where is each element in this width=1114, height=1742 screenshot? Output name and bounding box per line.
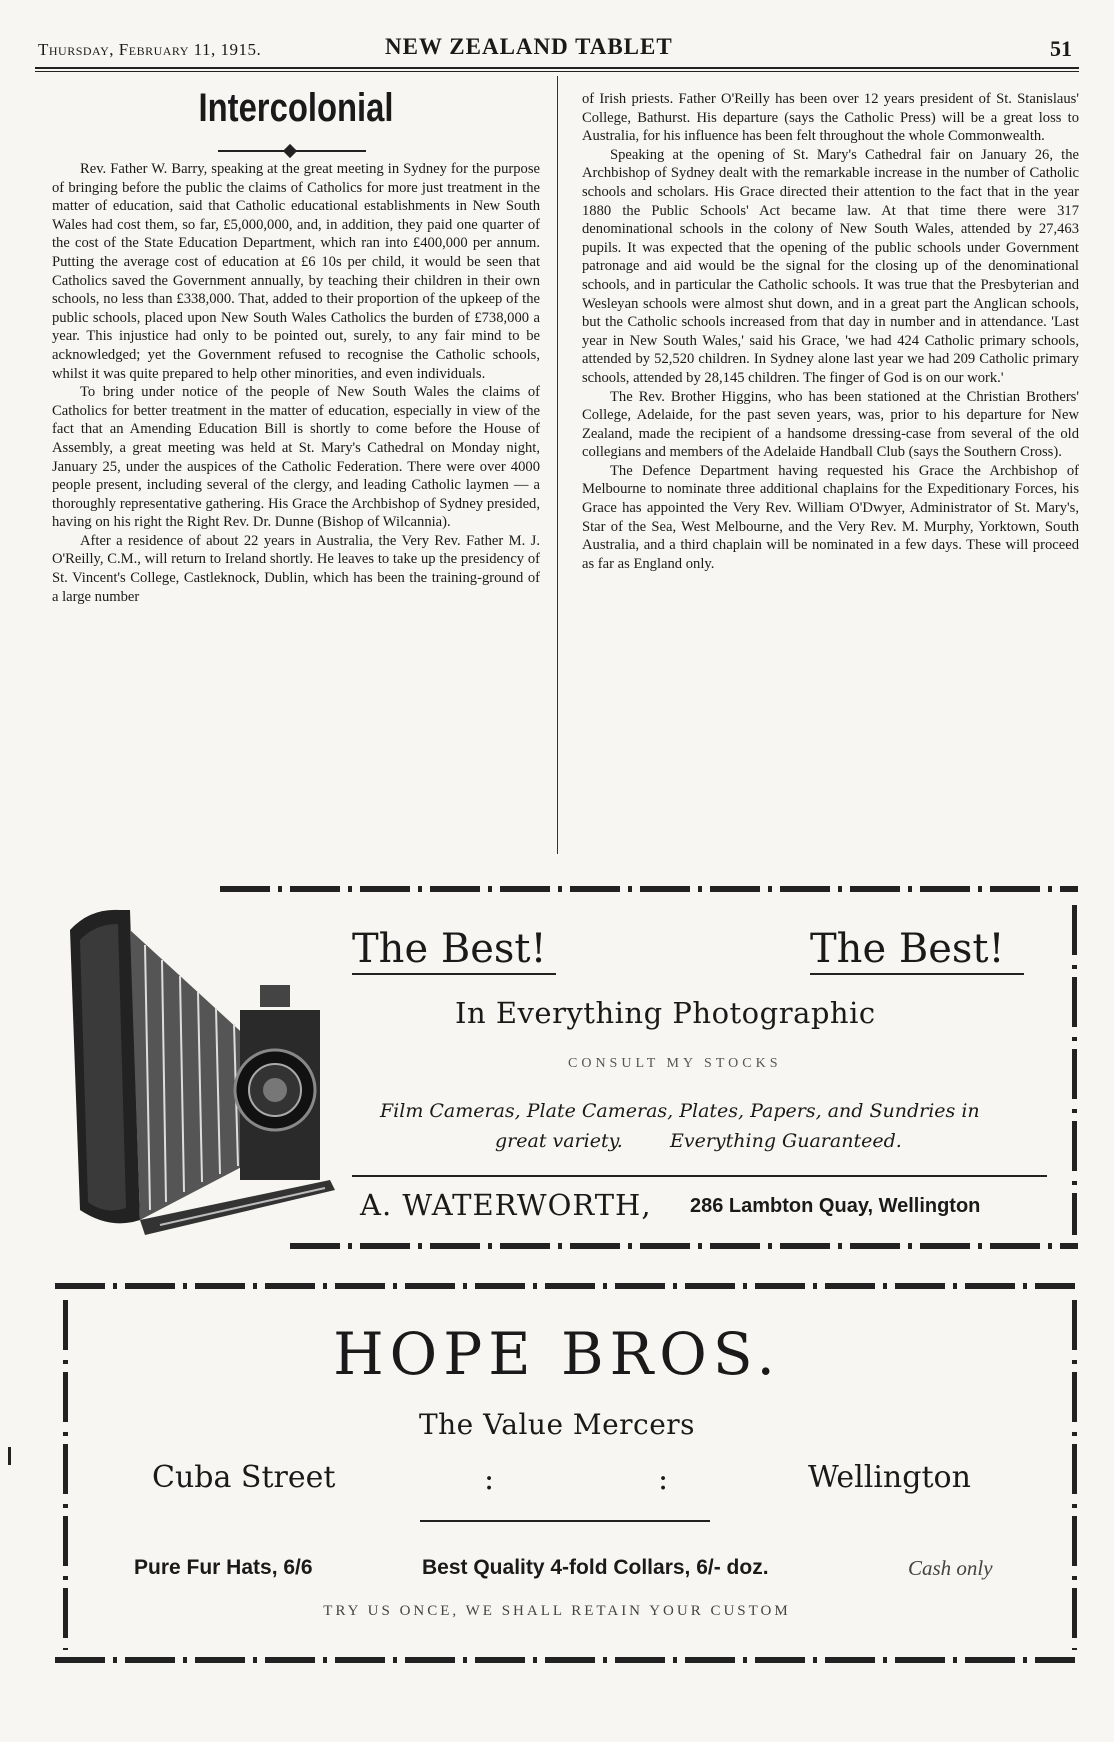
paragraph: Rev. Father W. Barry, speaking at the great meeting in Sydney for the purpose of bringing before the public the claims of Catholics for more just treatment in the matter of education, said that Catholic educational establishments in New South Wales had cost them, so far, £5,000,000, and, in addition, they paid one quarter of the cost of the State Education Department, which ran into £400,000 per annum. Putting the average cost of education at £6 10s per child, it would be seen that Catholics saved the Government annually, by teaching their children in their own schools, no less than £338,000. That, added to their proportion of the upkeep of the public schools, placed upon New South Wales Catholics the burden of £738,000 a year. This injustice had only to be pointed out, surely, to any fair mind to be acknowledged; yet the Government refused to recognise the Catholic schools, whilst it was quite prepared to help other minorities, and even individuals.: [52, 161, 540, 382]
ad-slogan-left: The Best!: [352, 926, 547, 972]
slogan-underline: [810, 973, 1024, 975]
ad-products-guarantee: Everything Guaranteed.: [670, 1130, 902, 1152]
paragraph: of Irish priests. Father O'Reilly has been over 12 years president of St. Stanislaus' College, Bathurst. His departure (says the Catholic Press) will be a great loss to Australia, for his influence has been felt throughout the whole Commonwealth.: [582, 91, 1079, 145]
ad-products-line: Film Cameras, Plate Cameras, Plates, Papers, and Sundries in: [380, 1100, 980, 1122]
page-header: [30, 34, 1080, 64]
advertiser-address: 286 Lambton Quay, Wellington: [690, 1195, 981, 1217]
ad-subheading: In Everything Photographic: [455, 996, 876, 1030]
ad-street: Cuba Street: [152, 1460, 336, 1495]
advertiser-name: HOPE BROS.: [333, 1320, 781, 1388]
ad-cash-only: Cash only: [908, 1556, 993, 1580]
header-rule-thin: [35, 71, 1079, 72]
paragraph: After a residence of about 22 years in Australia, the Very Rev. Father M. J. O'Reilly, C.M., will return to Ireland shortly. He leaves to take up the presidency of St. Vincent's College, Castleknock, Dublin, which has been the training-ground of a large number: [52, 532, 540, 605]
advertiser-name: A. WATERWORTH,: [360, 1188, 652, 1222]
ad-border-top: [55, 1283, 1075, 1289]
paragraph: Speaking at the opening of St. Mary's Cathedral fair on January 26, the Archbishop of Sydney dealt with the remarkable increase in the number of Catholic schools and scholars. His Grace directed their attention to the fact that in the year 1880 the Public Schools' Act became law. At that time there were 317 denominational schools in the colony of New South Wales, attended by 27,463 pupils. It was expected that the opening of the public schools under Government patronage and aid would be the signal for the closing up of the denominational schools, and in particular the Catholic schools. It was true that the Presbyterian and Wesleyan schools were almost shut down, and in a great part the Anglican schools, but the Catholic schools increased from that day in number and in attendance. 'Last year in New South Wales,' said his Grace, 'we had 424 Catholic primary schools, attended by 52,520 children. In Sydney alone last year we had 209 Catholic primary schools, attended by 28,145 children. The finger of God is on our work.': [582, 146, 1079, 386]
headline-ornament-icon: [283, 144, 297, 158]
issue-date: Thursday, February 11, 1915.: [38, 40, 262, 59]
right-column: [582, 90, 1079, 573]
margin-mark: [8, 1447, 11, 1465]
ad-separator: :: [658, 1462, 669, 1497]
ad-city: Wellington: [808, 1460, 971, 1495]
ad-border-right: [1072, 905, 1077, 1235]
ad-slogan-right: The Best!: [810, 926, 1005, 972]
paragraph: The Defence Department having requested his Grace the Archbishop of Melbourne to nominate three additional chaplains for the Expeditionary Forces, his Grace has appointed the Very Rev. William O'Dwyer, Administrator of St. Mary's, Star of the Sea, West Melbourne, and the Very Rev. M. Murphy, Yorktown, South Australia, and a third chaplain will be nominated in a few days. These will proceed as far as England only.: [582, 462, 1079, 572]
article-headline: Intercolonial: [198, 86, 394, 130]
ad-border-bottom: [55, 1657, 1075, 1663]
column-rule: [557, 76, 558, 854]
ad-offer-collars: Best Quality 4-fold Collars, 6/- doz.: [422, 1556, 769, 1579]
ad-divider: [352, 1175, 1047, 1177]
left-column: [52, 160, 540, 606]
header-rule: [35, 67, 1079, 69]
ad-tagline: The Value Mercers: [418, 1408, 696, 1441]
ad-divider: [420, 1520, 710, 1522]
paragraph: The Rev. Brother Higgins, who has been stationed at the Christian Brothers' College, Adelaide, for the past seven years, was, prior to his departure for New Zealand, made the recipient of a handsome dressing-case from several of the old collegians and members of the Adelaide Handball Club (says the Southern Cross).: [582, 388, 1079, 461]
page-number: 51: [1050, 36, 1072, 61]
masthead: NEW ZEALAND TABLET: [385, 34, 673, 59]
ad-consult-line: CONSULT MY STOCKS: [568, 1056, 782, 1071]
ad-products-variety: great variety.: [495, 1130, 623, 1152]
ad-border-bottom: [290, 1243, 1078, 1249]
paragraph: To bring under notice of the people of New South Wales the claims of Catholics for better treatment in the matter of education, especially in view of the fact that an Amending Education Bill is shortly to come before the House of Assembly, a great meeting was held at St. Mary's Cathedral on Monday night, January 25, under the auspices of the Catholic Federation. There were over 4000 people present, including several of the clergy, and leading Catholic laymen — a thoroughly representative gathering. His Grace the Archbishop of Sydney presided, having on his right the Right Rev. Dr. Dunne (Bishop of Wilcannia).: [52, 384, 540, 531]
ad-offer-hats: Pure Fur Hats, 6/6: [134, 1556, 313, 1579]
ad-separator: :: [484, 1462, 495, 1497]
slogan-underline: [352, 973, 556, 975]
folding-camera-icon: [50, 890, 350, 1245]
ad-closing-line: TRY US ONCE, WE SHALL RETAIN YOUR CUSTOM: [323, 1603, 791, 1619]
